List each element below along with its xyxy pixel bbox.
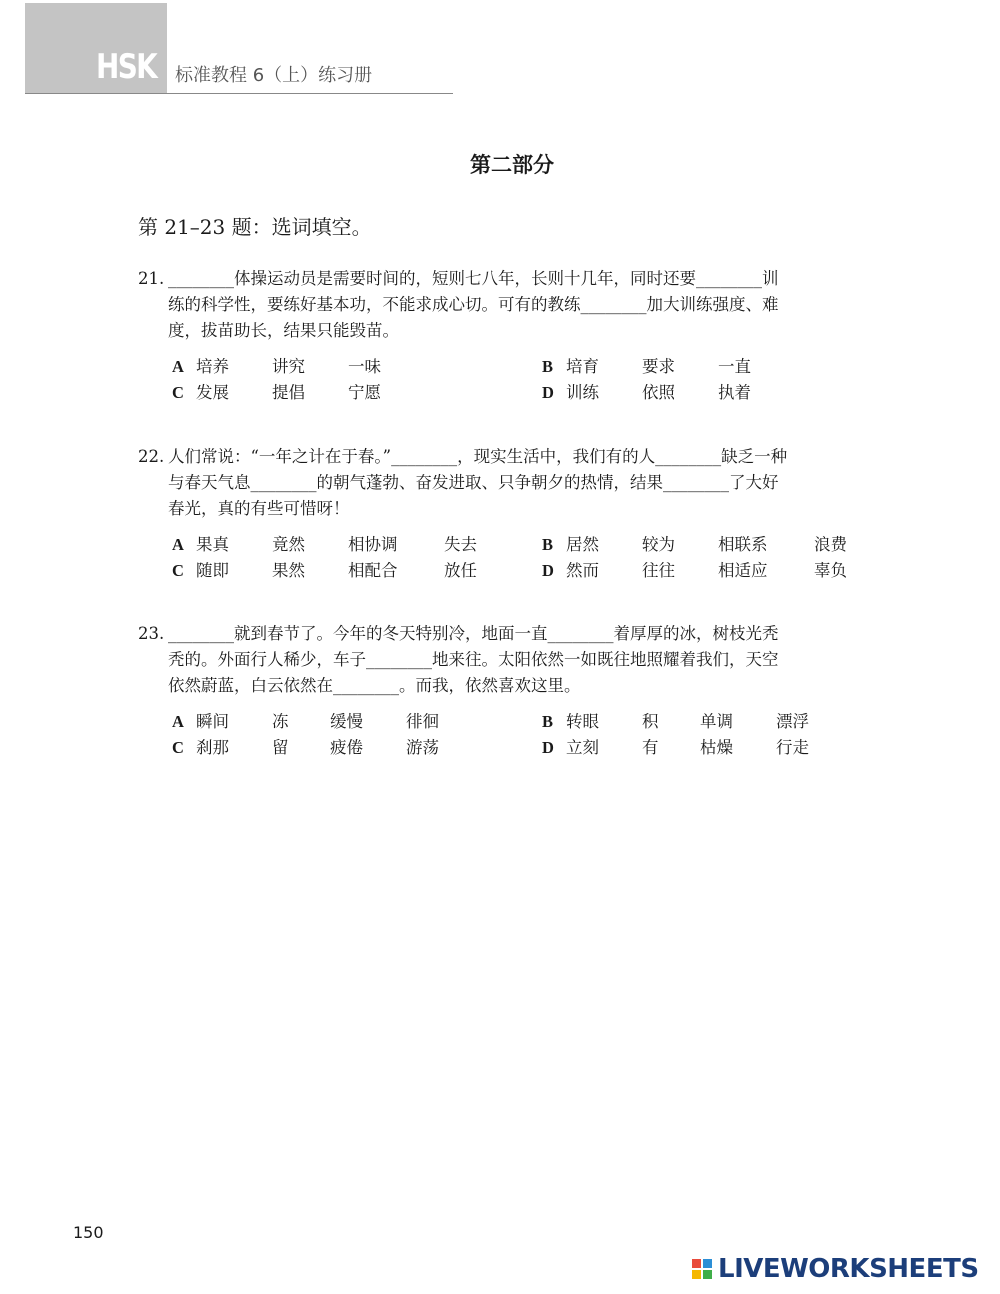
answer-options: [138, 709, 888, 761]
header-divider: [25, 93, 453, 94]
option-word: 单调: [700, 712, 733, 731]
option-word: 积: [642, 712, 659, 731]
option-b[interactable]: [542, 354, 751, 380]
question-line: 度，拔苗助长，结果只能毁苗。: [168, 321, 399, 340]
option-word: 相适应: [718, 561, 768, 580]
hsk-logo: HSK: [96, 47, 157, 87]
option-word: 要求: [642, 357, 675, 376]
option-letter: D: [542, 383, 554, 402]
option-a[interactable]: [172, 532, 477, 558]
option-c[interactable]: [172, 735, 439, 761]
option-word: 有: [642, 738, 659, 757]
block-square: [703, 1270, 712, 1279]
option-word: 缓慢: [330, 712, 363, 731]
block-square: [692, 1259, 701, 1268]
option-word: 疲倦: [330, 738, 363, 757]
book-title: 标准教程 6（上）练习册: [175, 65, 373, 86]
option-d[interactable]: [542, 735, 809, 761]
option-word: 留: [272, 738, 289, 757]
option-word: 往往: [642, 561, 675, 580]
option-letter: A: [172, 712, 184, 731]
option-word: 刹那: [196, 738, 229, 757]
liveworksheets-wordmark: LIVEWORKSHEETS: [718, 1254, 979, 1284]
option-word: 较为: [642, 535, 675, 554]
question-line: 秃的。外面行人稀少，车子________地来往。太阳依然一如既往地照耀着我们，天空: [168, 650, 779, 669]
option-a[interactable]: [172, 709, 439, 735]
option-word: 培养: [196, 357, 229, 376]
option-word: 徘徊: [406, 712, 439, 731]
option-letter: A: [172, 535, 184, 554]
option-word: 放任: [444, 561, 477, 580]
question-23: [138, 621, 888, 761]
option-letter: B: [542, 712, 554, 731]
option-word: 失去: [444, 535, 477, 554]
option-word: 果然: [272, 561, 305, 580]
option-word: 果真: [196, 535, 229, 554]
option-b[interactable]: [542, 709, 809, 735]
option-letter: C: [172, 561, 184, 580]
option-word: 相配合: [348, 561, 398, 580]
question-line: ________就到春节了。今年的冬天特别冷，地面一直________着厚厚的冰，树枝光秃: [168, 624, 779, 643]
question-line: 依然蔚蓝，白云依然在________。而我，依然喜欢这里。: [168, 676, 581, 695]
option-word: 立刻: [566, 738, 599, 757]
option-word: 讲究: [272, 357, 305, 376]
option-word: 枯燥: [700, 738, 733, 757]
option-word: 执着: [718, 383, 751, 402]
option-word: 培育: [566, 357, 599, 376]
option-d[interactable]: [542, 558, 847, 584]
option-word: 一味: [348, 357, 381, 376]
option-a[interactable]: [172, 354, 381, 380]
instruction: 第 21–23 题：选词填空。: [138, 215, 372, 239]
option-word: 转眼: [566, 712, 599, 731]
section-title: 第二部分: [470, 152, 554, 177]
block-square: [692, 1270, 701, 1279]
question-text: [138, 266, 888, 344]
option-word: 瞬间: [196, 712, 229, 731]
option-word: 游荡: [406, 738, 439, 757]
option-d[interactable]: [542, 380, 751, 406]
page-number: 150: [73, 1223, 104, 1242]
question-line: ________体操运动员是需要时间的，短则七八年，长则十几年，同时还要________训: [168, 269, 779, 288]
answer-options: [138, 354, 888, 406]
question-line: 与春天气息________的朝气蓬勃、奋发进取、只争朝夕的热情，结果________了大好: [168, 473, 779, 492]
question-line: 练的科学性，要练好基本功，不能求成心切。可有的教练________加大训练强度、难: [168, 295, 779, 314]
question-line: 人们常说：“一年之计在于春。”________，现实生活中，我们有的人________缺乏一种: [168, 447, 788, 466]
option-c[interactable]: [172, 380, 381, 406]
question-21: [138, 266, 888, 406]
option-word: 行走: [776, 738, 809, 757]
option-word: 然而: [566, 561, 599, 580]
option-word: 冻: [272, 712, 289, 731]
option-letter: C: [172, 383, 184, 402]
option-word: 宁愿: [348, 383, 381, 402]
question-22: [138, 444, 888, 584]
option-word: 一直: [718, 357, 751, 376]
liveworksheets-logo[interactable]: [692, 1254, 979, 1284]
question-line: 春光，真的有些可惜呀！: [168, 499, 350, 518]
option-word: 相协调: [348, 535, 398, 554]
option-letter: D: [542, 561, 554, 580]
option-b[interactable]: [542, 532, 847, 558]
option-word: 随即: [196, 561, 229, 580]
option-c[interactable]: [172, 558, 477, 584]
liveworksheets-blocks-icon: [692, 1259, 712, 1279]
question-number: 21.: [138, 269, 165, 288]
option-word: 提倡: [272, 383, 305, 402]
option-word: 依照: [642, 383, 675, 402]
question-text: [138, 621, 888, 699]
option-word: 居然: [566, 535, 599, 554]
option-letter: C: [172, 738, 184, 757]
option-word: 训练: [566, 383, 599, 402]
question-number: 23.: [138, 624, 165, 643]
option-word: 辜负: [814, 561, 847, 580]
option-letter: A: [172, 357, 184, 376]
option-word: 相联系: [718, 535, 768, 554]
option-letter: D: [542, 738, 554, 757]
option-word: 漂浮: [776, 712, 809, 731]
question-text: [138, 444, 888, 522]
option-letter: B: [542, 357, 554, 376]
option-word: 发展: [196, 383, 229, 402]
option-word: 竟然: [272, 535, 305, 554]
block-square: [703, 1259, 712, 1268]
answer-options: [138, 532, 888, 584]
option-letter: B: [542, 535, 554, 554]
option-word: 浪费: [814, 535, 847, 554]
question-number: 22.: [138, 447, 165, 466]
